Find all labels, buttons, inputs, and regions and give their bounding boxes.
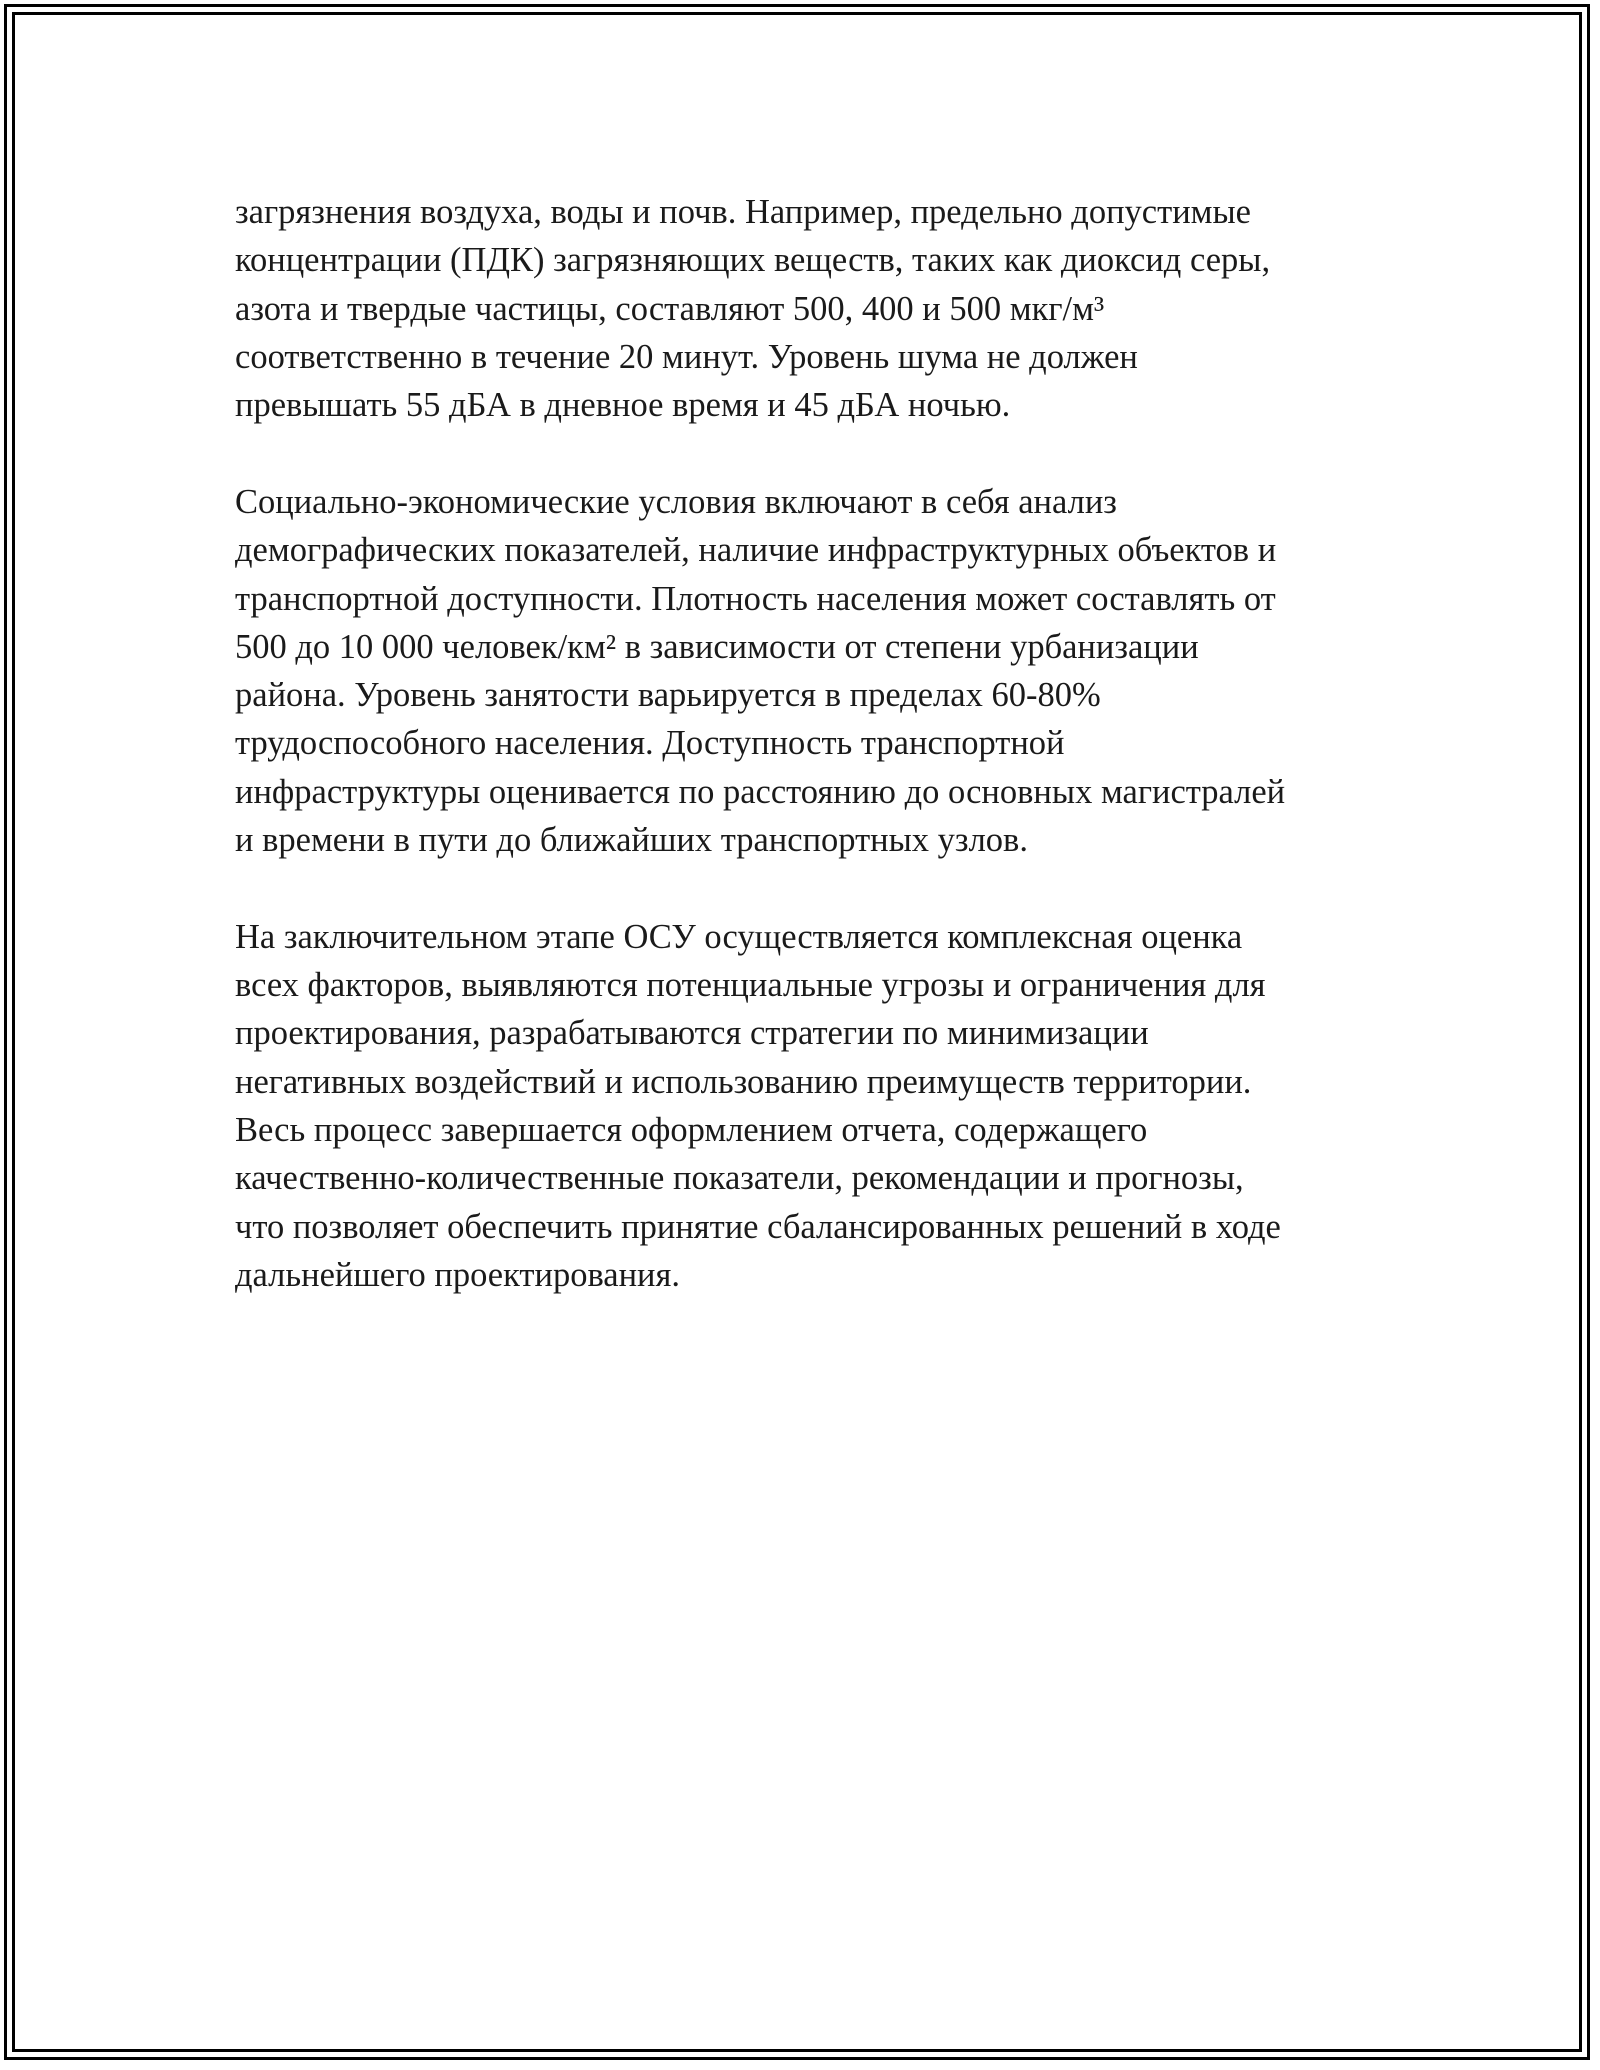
paragraph-pollution-limits: загрязнения воздуха, воды и почв. Например, предельно допустимые концентрации (ПДК) загрязняющих веществ, таких как диоксид серы, азота и твердые частицы, составляют 500, 400 и 500 мкг/м³ соответственно в течение 20 минут. Уровень шума не должен превышать 55 дБА в дневное время и 45 дБА ночью. — [235, 193, 1271, 425]
paragraph-socioeconomic-conditions: Социально-экономические условия включают в себя анализ демографических показателей, наличие инфраструктурных объектов и транспортной доступности. Плотность населения может составлять от 500 до 10 000 человек/км² в зависимости от степени урбанизации района. Уровень занятости варьируется в пределах 60-80% трудоспособного населения. Доступность транспортной инфраструктуры оценивается по расстоянию до основных магистралей и времени в пути до ближайших транспортных узлов. — [235, 482, 1286, 860]
paragraph-final-stage: На заключительном этапе ОСУ осуществляется комплексная оценка всех факторов, выявляются потенциальные угрозы и ограничения для проектирования, разрабатываются стратегии по минимизации негативных воздействий и использованию преимуществ территории. Весь процесс завершается оформлением отчета, содержащего качественно-количественные показатели, рекомендации и прогнозы, что позволяет обеспечить принятие сбалансированных решений в ходе дальнейшего проектирования. — [235, 917, 1281, 1294]
document-body — [235, 188, 1365, 1348]
